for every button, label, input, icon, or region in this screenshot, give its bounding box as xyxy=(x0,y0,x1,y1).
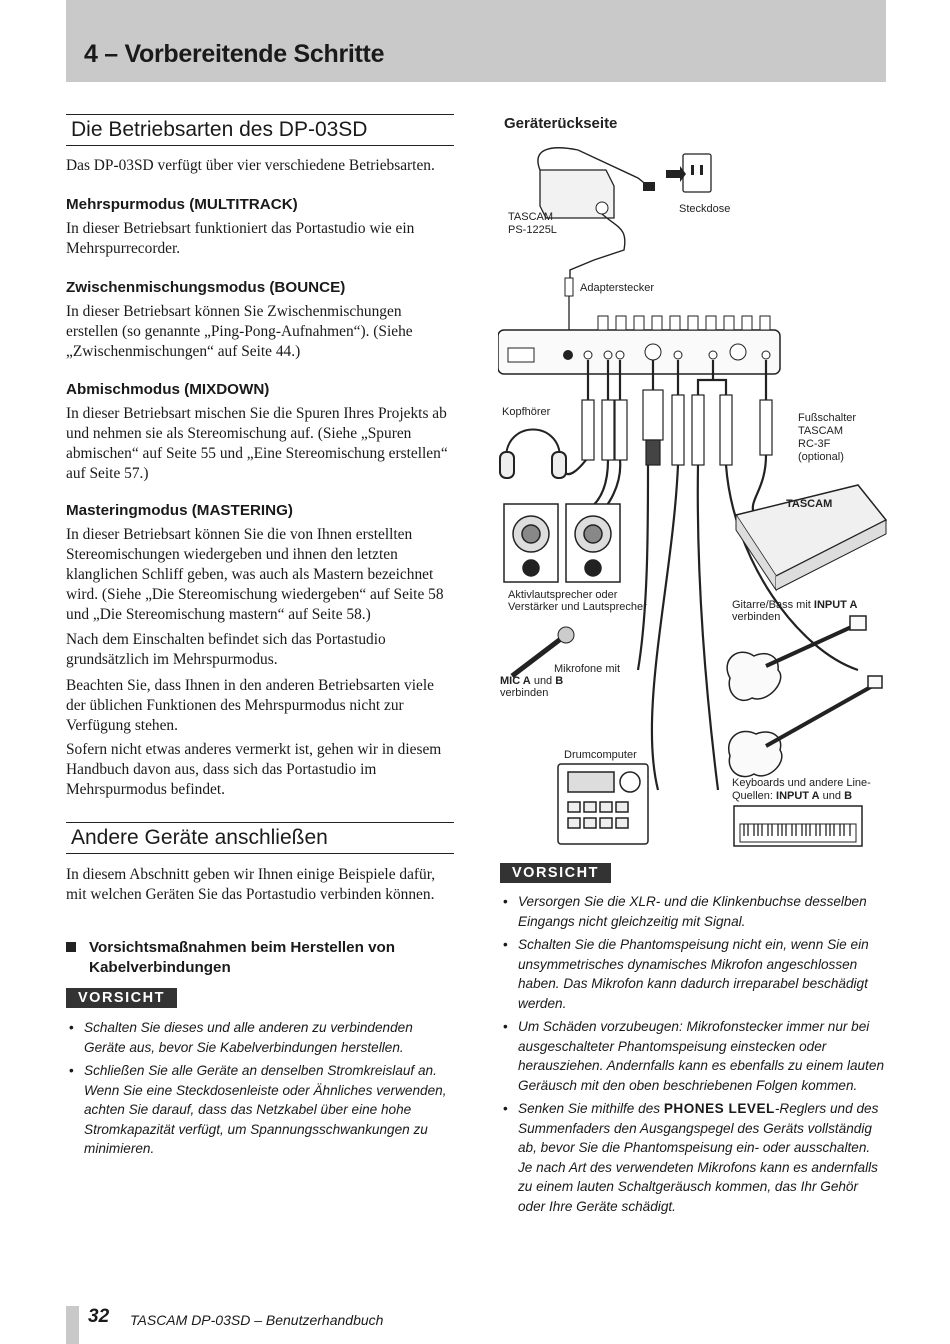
label-plug: Adapterstecker xyxy=(580,282,654,294)
label-adapter-model-2: PS-1225L xyxy=(508,224,557,236)
footer-text: TASCAM DP-03SD – Benutzerhandbuch xyxy=(130,1312,384,1328)
device-rear-panel xyxy=(498,316,780,374)
paragraph-default-mode: Nach dem Einschalten befindet sich das Portastudio grundsätzlich im Mehrspurmodus. xyxy=(66,631,386,668)
diagram-title: Geräterückseite xyxy=(504,115,618,132)
footer-bar xyxy=(66,1306,79,1344)
list-item: • Schließen Sie alle Geräte an denselben Stromkreislauf an. Wenn Sie eine Steckdosenleiste oder Ähnliches verwenden, achten Sie darauf, dass das Netzkabel über eine hohe Stromkapazität verfügt, um Spannungsschwankungen zu minimieren. xyxy=(66,1061,456,1159)
chapter-title: 4 – Vorbereitende Schritte xyxy=(84,40,385,68)
label-footswitch-2: TASCAM xyxy=(798,425,844,437)
list-item: • Um Schäden vorzubeugen: Mikrofonstecker immer nur bei ausgeschalteter Phantomspeisung einstecken oder herausziehen. Andernfalls kann es ebenfalls zu einem lauten Geräusch mit den oben beschriebenen Folgen kommen. xyxy=(500,1017,886,1095)
list-item: • Schalten Sie dieses und alle anderen zu verbindenden Geräte aus, bevor Sie Kabelverbindungen herstellen. xyxy=(66,1018,456,1057)
label-speakers-1: Aktivlautsprecher oder xyxy=(508,589,618,601)
label-guitar-2: verbinden xyxy=(732,611,781,623)
section-title-connect-devices: Andere Geräte anschließen xyxy=(66,822,454,854)
phones-level-key: PHONES LEVEL xyxy=(663,1101,775,1116)
connection-diagram xyxy=(498,110,890,850)
label-mic-2: MIC A und B xyxy=(500,675,564,687)
section-title-operating-modes: Die Betriebsarten des DP-03SD xyxy=(66,114,454,146)
label-headphones: Kopfhörer xyxy=(502,406,551,418)
label-keys-1: Keyboards und andere Line- xyxy=(732,777,871,789)
page-number: 32 xyxy=(88,1306,110,1327)
footswitch-brand: TASCAM xyxy=(786,498,833,510)
headphones-icon xyxy=(500,430,566,479)
speakers-icon xyxy=(504,504,620,582)
label-speakers-2: Verstärker und Lautsprecher xyxy=(508,601,647,613)
label-keys-2: Quellen: INPUT A und B xyxy=(732,790,853,802)
mode-heading-multitrack: Mehrspurmodus (MULTITRACK) xyxy=(66,196,298,213)
label-mic-1: Mikrofone mit xyxy=(554,663,621,675)
section-intro: Das DP-03SD verfügt über vier verschiedene Betriebsarten. xyxy=(66,157,435,174)
adapter-plug-icon xyxy=(565,278,573,296)
power-outlet-icon xyxy=(666,154,711,192)
mode-text-mastering: In dieser Betriebsart können Sie die von Ihnen erstellten Stereomischungen wiedergeben und ihnen den letzten klanglichen Schliff geben, was auch als Mastern bezeichnet wird. (Siehe „Die Stereomischung wiedergeben“ auf Seite 58 und „Die Stereomischung mastern“ auf Seite 58.) xyxy=(66,526,444,623)
label-drum: Drumcomputer xyxy=(564,749,637,761)
mode-text-multitrack: In dieser Betriebsart funktioniert das Portastudio wie ein Mehrspurrecorder. xyxy=(66,220,415,257)
square-bullet-icon xyxy=(66,942,76,952)
mode-heading-bounce: Zwischenmischungsmodus (BOUNCE) xyxy=(66,279,346,296)
mode-text-bounce: In dieser Betriebsart können Sie Zwischenmischungen erstellen (so genannte „Ping-Pong-Aufnahmen“). (Siehe „Zwischenmischungen“ auf Seite 44.) xyxy=(66,303,413,360)
list-item: • Versorgen Sie die XLR- und die Klinkenbuchse desselben Eingangs nicht gleichzeitig mit Signal. xyxy=(500,892,886,931)
label-footswitch-4: (optional) xyxy=(798,451,844,463)
label-footswitch-3: RC-3F xyxy=(798,438,831,450)
mode-text-mixdown: In dieser Betriebsart mischen Sie die Spuren Ihres Projekts ab und nehmen sie als Stereomischung auf. (Siehe „Spuren abmischen“ auf Seite 55 und „Eine Stereomischung erstellen“ auf Seite 57.) xyxy=(66,405,448,482)
caution-list-left xyxy=(66,1018,456,1163)
list-item xyxy=(500,1099,886,1216)
subheading-precautions xyxy=(66,938,466,978)
mode-heading-mixdown: Abmischmodus (MIXDOWN) xyxy=(66,381,270,398)
label-adapter-model-1: TASCAM xyxy=(508,211,554,223)
drum-machine-icon xyxy=(558,764,648,844)
list-item-text-post: -Reglers und des Summenfaders den Ausgangspegel des Geräts vollständig ab, bevor Sie die Phantomspeisung ein- oder ausschalten. Je nach Art des verwendeten Mikrofons kann es andernfalls zu einem lauten Schaltgeräusch kommen, das Ihr Gehör oder Ihre Geräte schädigt. xyxy=(518,1101,879,1214)
subheading-text: Vorsichtsmaßnahmen beim Herstellen von Kabelverbindungen xyxy=(89,939,396,976)
list-item-text-pre: Senken Sie mithilfe des xyxy=(518,1101,664,1116)
paragraph-other-modes: Beachten Sie, dass Ihnen in den anderen Betriebsarten viele der üblichen Funktionen des Mehrspurmodus nicht zur Verfügung stehen. xyxy=(66,677,434,734)
section-intro-connect: In diesem Abschnitt geben wir Ihnen einige Beispiele dafür, mit welchen Geräten Sie das Portastudio verbinden können. xyxy=(66,866,436,903)
guitar-icon xyxy=(727,616,866,700)
chapter-header-bar xyxy=(66,0,886,82)
label-mic-3: verbinden xyxy=(500,687,549,699)
caution-list-right xyxy=(500,892,886,1220)
label-footswitch-1: Fußschalter xyxy=(798,412,857,424)
power-adapter-icon xyxy=(538,148,655,282)
list-item: • Schalten Sie die Phantomspeisung nicht ein, wenn Sie ein unsymmetrisches dynamisches Mikrofon angeschlossen haben. Das Mikrofon kann dadurch irreparabel beschädigt werden. xyxy=(500,935,886,1013)
caution-badge-right: VORSICHT xyxy=(500,863,611,883)
paragraph-assumption: Sofern nicht etwas anderes vermerkt ist, gehen wir in diesem Handbuch davon aus, dass sich das Portastudio im Mehrspurmodus befindet. xyxy=(66,741,442,798)
label-guitar-1: Gitarre/Bass mit INPUT A xyxy=(732,599,858,611)
keyboard-icon xyxy=(734,806,862,846)
caution-badge-left: VORSICHT xyxy=(66,988,177,1008)
mode-heading-mastering: Masteringmodus (MASTERING) xyxy=(66,502,293,519)
label-outlet: Steckdose xyxy=(679,203,731,215)
